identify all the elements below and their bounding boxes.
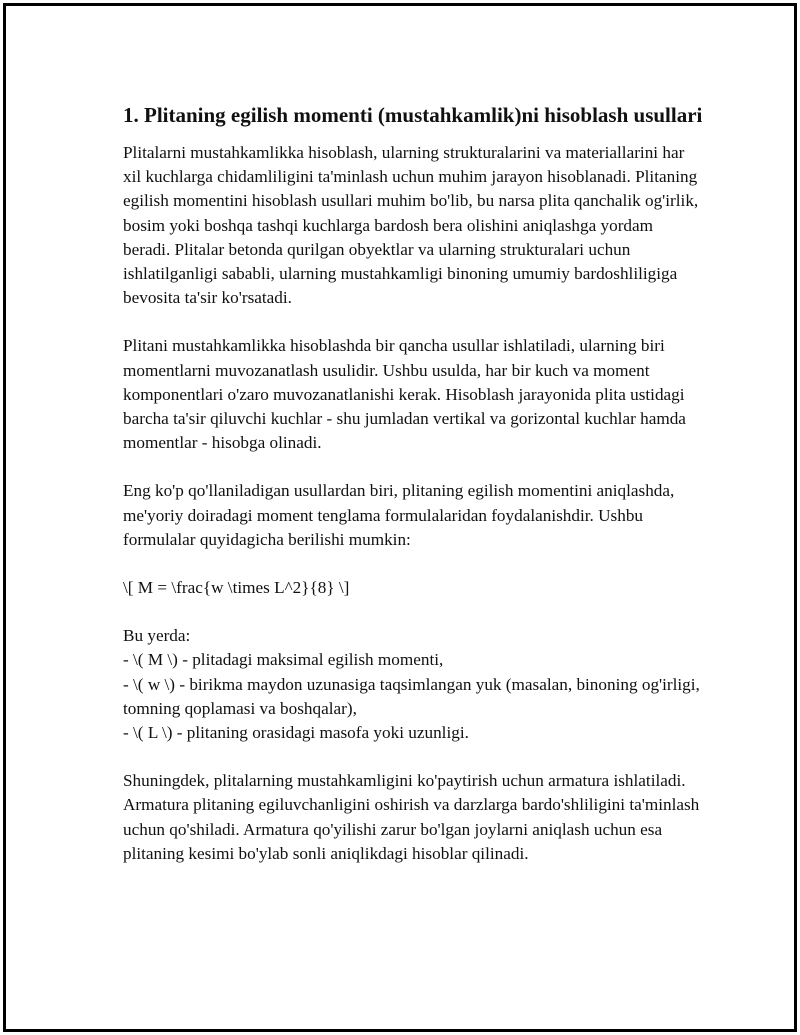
section-heading: 1. Plitaning egilish momenti (mustahkamlik)ni hisoblash usullari bbox=[123, 103, 703, 127]
variable-list-heading: Bu yerda: bbox=[123, 626, 191, 646]
page-frame bbox=[3, 3, 797, 1032]
variable-item-l: - \( L \) - plitaning orasidagi masofa yoki uzunligi. bbox=[123, 723, 469, 743]
variable-list bbox=[123, 624, 703, 745]
variable-item-m: - \( M \) - plitadagi maksimal egilish momenti, bbox=[123, 650, 444, 670]
formula: \[ M = \frac{w \times L^2}{8} \] bbox=[123, 578, 350, 598]
paragraph-methods: Plitani mustahkamlikka hisoblashda bir qancha usullar ishlatiladi, ularning biri momentlarni muvozanatlash usulidir. Ushbu usulda, har bir kuch va moment komponentlari o'zaro muvozanatlanishi kerak. Hisoblash jarayonida plita ustidagi barcha ta'sir qiluvchi kuchlar - shu jumladan vertikal va gorizontal kuchlar hamda momentlar - hisobga olinadi. bbox=[123, 336, 686, 453]
paragraph-intro: Plitalarni mustahkamlikka hisoblash, ularning strukturalarini va materiallarini har xil kuchlarga chidamliligini ta'minlash uchun muhim jarayon hisoblanadi. Plitaning egilish momentini hisoblash usullari muhim bo'lib, bu narsa plita qanchalik og'irlik, bosim yoki boshqa tashqi kuchlarga bardosh bera olishini aniqlashga yordam beradi. Plitalar betonda qurilgan obyektlar va ularning strukturalari uchun ishlatilganligi sababli, ularning mustahkamligi binoning umumiy bardoshliligiga bevosita ta'sir ko'rsatadi. bbox=[123, 143, 699, 308]
variable-item-w: - \( w \) - birikma maydon uzunasiga taqsimlangan yuk (masalan, binoning og'irligi, tomning qoplamasi va boshqalar), bbox=[123, 674, 700, 718]
document-content bbox=[123, 102, 703, 866]
paragraph-reinforcement: Shuningdek, plitalarning mustahkamligini ko'paytirish uchun armatura ishlatiladi. Armatura plitaning egiluvchanligini oshirish va darzlarga bardo'shliligini ta'minlash uchun qo'shiladi. Armatura qo'yilishi zarur bo'lgan joylarni aniqlash uchun esa plitaning kesimi bo'ylab sonli aniqlikdagi hisoblar qilinadi. bbox=[123, 771, 700, 863]
paragraph-formula-intro: Eng ko'p qo'llaniladigan usullardan biri, plitaning egilish momentini aniqlashda, me'yoriy doiradagi moment tenglama formulalaridan foydalanishdir. Ushbu formulalar quyidagicha berilishi mumkin: bbox=[123, 481, 675, 549]
